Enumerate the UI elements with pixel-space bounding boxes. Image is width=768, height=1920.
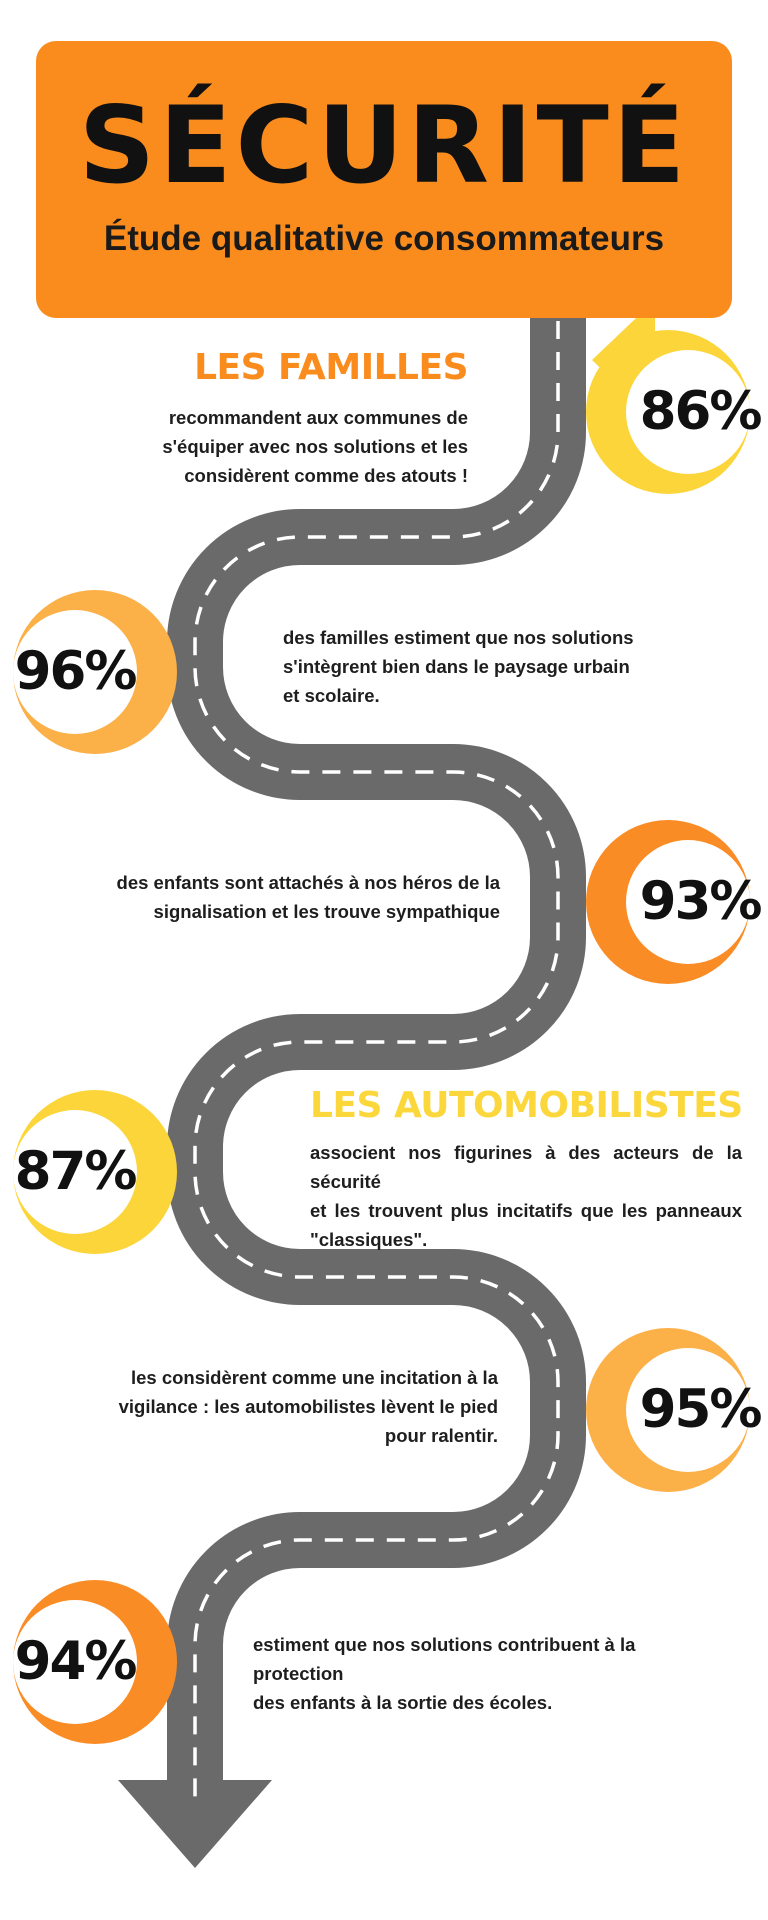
stat-text-line: pour ralentir. xyxy=(384,1425,498,1446)
stat-text-line: s'équiper avec nos solutions et les xyxy=(162,436,468,457)
stat-text-96 xyxy=(283,623,643,710)
stat-text-line: recommandent aux communes de xyxy=(168,407,468,428)
stat-text-line: associent nos figurines à des acteurs de la sécurité xyxy=(310,1142,742,1192)
stat-text-line: et les trouvent plus incitatifs que les panneaux xyxy=(310,1200,742,1221)
stat-text-line: des enfants sont attachés à nos héros de la xyxy=(116,872,500,893)
stat-text-93 xyxy=(100,868,500,926)
stat-text-line: et scolaire. xyxy=(283,685,380,706)
stat-text-line: vigilance : les automobilistes lèvent le pied xyxy=(118,1396,498,1417)
stat-text-line: estiment que nos solutions contribuent à la protection xyxy=(253,1634,636,1684)
stat-text-line: "classiques". xyxy=(310,1229,428,1250)
stat-value-96: 96% xyxy=(14,641,136,702)
stat-text-95 xyxy=(98,1363,498,1450)
stat-value-93: 93% xyxy=(639,871,761,932)
stat-text-86 xyxy=(148,403,468,490)
page-title: SÉCURITÉ xyxy=(78,84,690,207)
stat-value-86: 86% xyxy=(639,381,761,442)
stat-text-line: s'intègrent bien dans le paysage urbain xyxy=(283,656,630,677)
stat-text-line: les considèrent comme une incitation à la xyxy=(130,1367,498,1388)
stat-text-line: signalisation et les trouve sympathique xyxy=(153,901,500,922)
stat-text-line: des familles estiment que nos solutions xyxy=(283,627,634,648)
winding-road xyxy=(195,280,558,1785)
header-banner xyxy=(36,41,732,318)
stat-text-87 xyxy=(310,1138,742,1254)
stat-value-95: 95% xyxy=(639,1379,761,1440)
stat-text-line: des enfants à la sortie des écoles. xyxy=(253,1692,553,1713)
stat-value-87: 87% xyxy=(14,1141,136,1202)
stat-value-94: 94% xyxy=(14,1631,136,1692)
stat-text-94 xyxy=(253,1630,723,1717)
page-subtitle: Étude qualitative consommateurs xyxy=(103,219,665,258)
section-heading-families: LES FAMILLES xyxy=(194,347,468,388)
stat-text-line: considèrent comme des atouts ! xyxy=(184,465,468,486)
section-heading-drivers: LES AUTOMOBILISTES xyxy=(310,1085,743,1126)
